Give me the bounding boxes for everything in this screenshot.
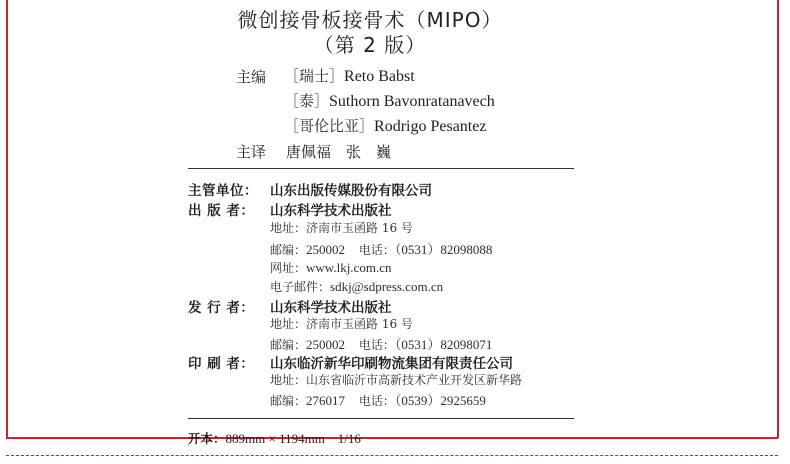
format-label: 开本： [188,431,226,446]
postcode-value: 276017 [306,393,346,408]
phone-value: （0531）82098071 [394,337,493,352]
printer-name: 山东临沂新华印刷物流集团有限责任公司 [270,356,513,372]
editor-item [284,91,495,112]
book-title: 微创接骨板接骨术（MIPO） [237,8,503,32]
postcode-value: 250002 [306,337,346,352]
editor-item [284,66,415,87]
postcode-label: 邮编： [270,243,307,257]
publisher-website [270,259,391,276]
distributor-contact [270,334,492,353]
address-value: 济南市玉函路 16 号 [306,317,413,331]
publisher-name: 山东科学技术出版社 [270,203,392,219]
editor-role-label: 主编 [236,68,267,86]
distributor-address [270,315,413,332]
address-label: 地址： [270,373,307,387]
printer-contact [270,390,486,409]
editor-country: ［瑞士］ [284,67,345,85]
website-label: 网址： [270,261,307,275]
address-label: 地址： [270,317,307,331]
editor-name: Suthorn Bavonratanavech [329,93,495,110]
translator-role-label: 主译 [236,143,267,161]
distributor-name: 山东科学技术出版社 [270,300,392,316]
printer-label: 印 刷 者： [188,356,255,372]
phone-label: 电话： [358,243,395,257]
phone-value: （0531）82098088 [394,242,493,257]
editor-country: ［哥伦比亚］ [284,117,375,135]
editor-name: Rodrigo Pesantez [374,118,487,135]
top-divider [188,168,574,169]
postcode-value: 250002 [306,242,346,257]
translator-names: 唐佩福 张 巍 [286,143,392,161]
email-value: sdkj@sdpress.com.cn [330,279,444,294]
format-line [188,428,361,447]
supervisor-name: 山东出版传媒股份有限公司 [270,183,432,199]
distributor-label: 发 行 者： [188,300,255,316]
publisher-label: 出 版 者： [188,203,255,219]
supervisor-label: 主管单位： [188,183,258,199]
bottom-divider [188,418,574,419]
postcode-label: 邮编： [270,338,307,352]
publisher-email [270,278,443,295]
frame-right-border [777,0,779,438]
publisher-contact [270,239,492,258]
book-edition: （第 2 版） [313,33,427,57]
format-value: 889mm × 1194mm 1/16 [225,431,361,446]
address-value: 济南市玉函路 16 号 [306,221,413,235]
phone-label: 电话： [358,338,395,352]
address-value: 山东省临沂市高新技术产业开发区新华路 [306,373,523,387]
printer-address [270,371,522,388]
website-value: www.lkj.com.cn [306,260,392,275]
editor-country: ［泰］ [284,92,330,110]
email-label: 电子邮件： [270,280,331,294]
frame-left-border [6,0,8,438]
dashed-separator [6,455,778,456]
editor-name: Reto Babst [344,68,415,85]
publisher-address [270,219,413,236]
postcode-label: 邮编： [270,394,307,408]
phone-label: 电话： [358,394,395,408]
editor-item [284,116,486,137]
frame-bottom-border [6,437,778,439]
address-label: 地址： [270,221,307,235]
phone-value: （0539）2925659 [394,393,486,408]
